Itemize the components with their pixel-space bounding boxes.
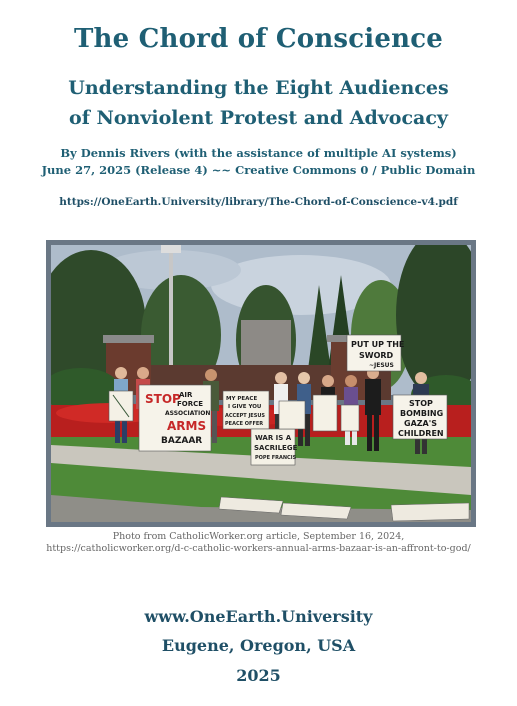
- sign-cross-left: [109, 391, 133, 421]
- footer-year: 2025: [236, 666, 281, 685]
- sign-stop-bombing: [393, 395, 447, 439]
- photo-caption-line-1: Photo from CatholicWorker.org article, September 16, 2024,: [112, 531, 405, 542]
- sign-bombing-line3: GAZA'S: [404, 419, 437, 428]
- sign-bombing-line1: STOP: [409, 399, 433, 408]
- sign-arms-text: ARMS: [167, 419, 207, 433]
- sign-war-line1: WAR IS A: [255, 434, 292, 442]
- sign-war-line2: SACRILEGE: [254, 444, 298, 452]
- protest-photo-frame: [46, 240, 476, 527]
- sign-force-text: FORCE: [177, 400, 204, 408]
- document-title: The Chord of Conscience: [74, 24, 443, 54]
- footer-website[interactable]: www.OneEarth.University: [144, 607, 373, 626]
- sign-sword-line1: PUT UP THE: [351, 340, 405, 349]
- sign-stop-arms-bazaar: [139, 385, 211, 451]
- sign-my-peace: [223, 391, 269, 429]
- footer-location: Eugene, Oregon, USA: [161, 636, 356, 655]
- sign-war-sacrilege: [251, 429, 298, 465]
- protest-photo: [51, 245, 471, 522]
- sign-peace-line1: MY PEACE: [226, 396, 258, 402]
- author-byline: By Dennis Rivers (with the assistance of multiple AI systems): [60, 146, 457, 160]
- sign-sword-line3: ~JESUS: [369, 362, 394, 369]
- subtitle-line-2: of Nonviolent Protest and Advocacy: [69, 107, 448, 129]
- sign-association-text: ASSOCIATION: [165, 410, 211, 417]
- document-url[interactable]: https://OneEarth.University/library/The-Chord-of-Conscience-v4.pdf: [59, 196, 458, 208]
- sign-stop-text: STOP: [145, 392, 181, 406]
- ground-sign-right: [391, 503, 469, 521]
- sign-bazaar-text: BAZAAR: [161, 436, 203, 446]
- sign-put-up-the-sword: [347, 335, 404, 371]
- photo-caption-url[interactable]: https://catholicworker.org/d-c-catholic-workers-annual-arms-bazaar-is-an-affront-to-god/: [46, 543, 471, 554]
- subtitle-line-1: Understanding the Eight Audiences: [68, 77, 449, 99]
- sign-air-text: AIR: [179, 391, 193, 399]
- sign-bombing-line4: CHILDREN: [398, 429, 444, 438]
- sign-war-line3: POPE FRANCIS: [255, 455, 297, 461]
- sign-peace-line4: PEACE OFFER: [225, 421, 264, 427]
- sign-peace-line2: I GIVE YOU: [228, 404, 262, 410]
- sign-bombing-line2: BOMBING: [400, 409, 444, 418]
- release-line: June 27, 2025 (Release 4) ~~ Creative Commons 0 / Public Domain: [41, 163, 476, 177]
- sign-peace-line3: ACCEPT JESUS: [225, 413, 265, 419]
- sign-sword-line2: SWORD: [359, 351, 394, 360]
